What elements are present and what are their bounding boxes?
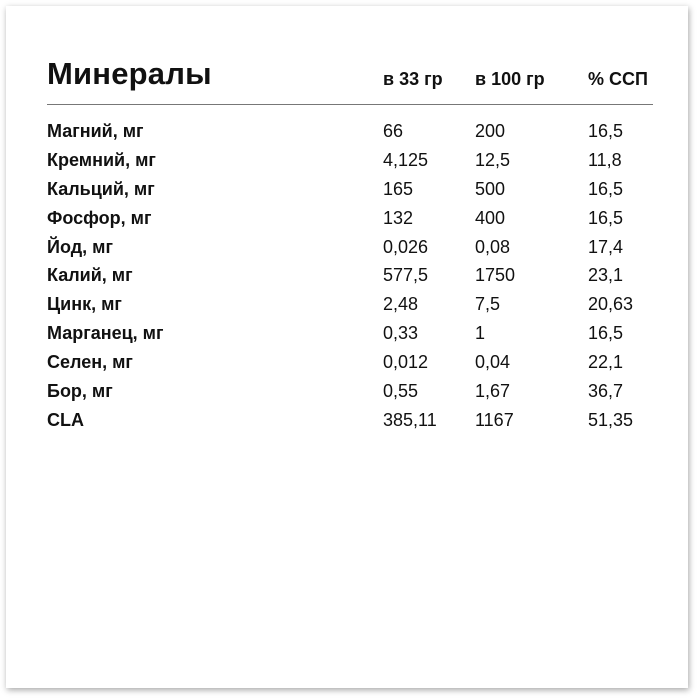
value-33g: 0,026	[383, 236, 429, 257]
minerals-table	[47, 118, 653, 436]
value-33g: 385,11	[383, 409, 437, 430]
mineral-name: Марганец, мг	[47, 323, 164, 344]
mineral-name: Калий, мг	[47, 265, 133, 286]
column-header-daily-value: % ССП	[588, 69, 648, 89]
page-title: Минералы	[47, 56, 212, 91]
table-row	[47, 262, 653, 291]
value-33g: 0,012	[383, 352, 429, 373]
value-daily-percent: 36,7	[588, 381, 624, 402]
mineral-name: Селен, мг	[47, 352, 133, 373]
value-33g: 0,55	[383, 381, 419, 402]
table-row	[47, 349, 653, 378]
value-100g: 1,67	[475, 381, 511, 402]
mineral-name: Магний, мг	[47, 121, 144, 141]
value-daily-percent: 23,1	[588, 265, 624, 286]
mineral-name: Цинк, мг	[47, 294, 122, 315]
value-daily-percent: 16,5	[588, 178, 624, 199]
value-100g: 7,5	[475, 294, 501, 315]
value-daily-percent: 16,5	[588, 207, 624, 228]
value-33g: 577,5	[383, 265, 429, 286]
value-100g: 1167	[475, 409, 514, 430]
value-daily-percent: 20,63	[588, 294, 634, 315]
column-header-33g: в 33 гр	[383, 69, 443, 89]
mineral-name: Фосфор, мг	[47, 207, 152, 228]
table-row	[47, 176, 653, 205]
value-100g: 200	[475, 121, 506, 141]
table-row	[47, 234, 653, 263]
table-row	[47, 291, 653, 320]
value-33g: 4,125	[383, 149, 429, 170]
value-33g: 132	[383, 207, 414, 228]
value-33g: 165	[383, 178, 414, 199]
value-daily-percent: 16,5	[588, 323, 624, 344]
mineral-name: Кальций, мг	[47, 178, 155, 199]
table-header	[47, 50, 653, 105]
value-daily-percent: 17,4	[588, 236, 624, 257]
value-daily-percent: 16,5	[588, 121, 624, 141]
mineral-name: Бор, мг	[47, 381, 113, 402]
mineral-name: CLA	[47, 409, 84, 430]
table-row	[47, 118, 653, 147]
value-daily-percent: 22,1	[588, 352, 624, 373]
value-100g: 1	[475, 323, 486, 344]
value-33g: 2,48	[383, 294, 419, 315]
table-row	[47, 407, 653, 436]
value-100g: 12,5	[475, 149, 511, 170]
table-row	[47, 205, 653, 234]
value-100g: 400	[475, 207, 506, 228]
table-row	[47, 320, 653, 349]
value-daily-percent: 11,8	[588, 149, 622, 170]
table-row	[47, 378, 653, 407]
column-header-100g: в 100 гр	[475, 69, 545, 89]
table-row	[47, 147, 653, 176]
value-100g: 0,08	[475, 236, 511, 257]
value-daily-percent: 51,35	[588, 409, 634, 430]
value-33g: 0,33	[383, 323, 419, 344]
value-100g: 1750	[475, 265, 516, 286]
mineral-name: Йод, мг	[47, 236, 113, 257]
value-100g: 500	[475, 178, 506, 199]
value-100g: 0,04	[475, 352, 511, 373]
value-33g: 66	[383, 121, 404, 141]
mineral-name: Кремний, мг	[47, 149, 156, 170]
